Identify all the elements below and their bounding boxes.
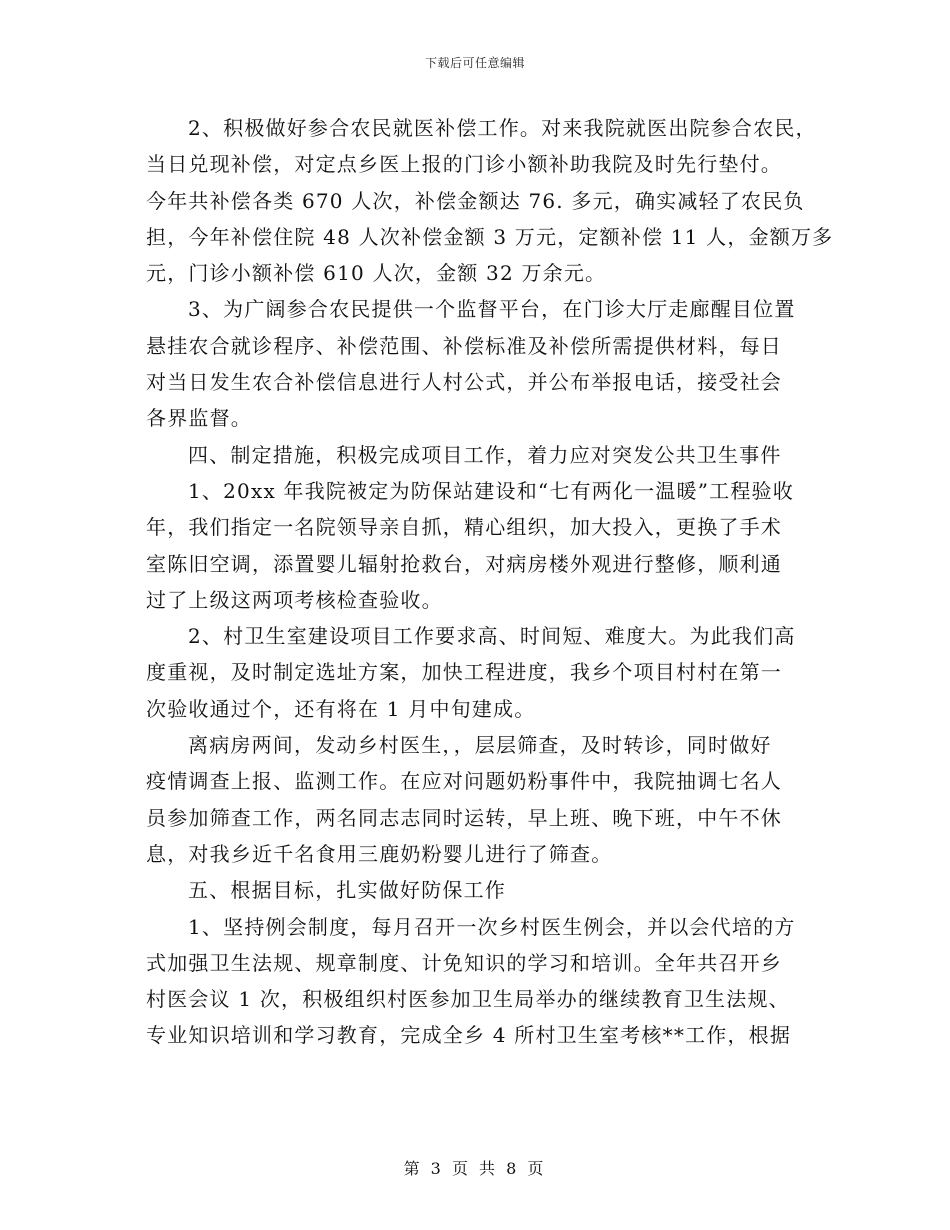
- text-line: 员参加筛查工作，两名同志志同时运转，早上班、晚下班，中午不休: [146, 805, 782, 830]
- text-line: 五、根据目标，扎实做好防保工作: [188, 878, 506, 903]
- text-line: 悬挂农合就诊程序、补偿范围、补偿标准及补偿所需提供材料，每日: [146, 333, 782, 358]
- text-line: 1、20xx 年我院被定为防保站建设和“七有两化一温暖”工程验收: [188, 478, 794, 503]
- text-line: 元，门诊小额补偿 610 人次，金额 32 万余元。: [146, 261, 607, 286]
- text-line: 3、为广阔参合农民提供一个监督平台，在门诊大厅走廊醒目位置: [188, 297, 796, 322]
- text-line: 2、积极做好参合农民就医补偿工作。对来我院就医出院参合农民，: [188, 116, 817, 140]
- page-footer: 第 3 页 共 8 页: [403, 1159, 547, 1178]
- text-line: 今年共补偿各类 670 人次，补偿金额达 76. 多元，确实减轻了农民负: [146, 188, 805, 213]
- text-line: 村医会议 1 次，积极组织村医参加卫生局举办的继续教育卫生法规、: [146, 987, 790, 1012]
- text-line: 年，我们指定一名院领导亲自抓，精心组织，加大投入，更换了手术: [146, 515, 782, 540]
- text-line: 对当日发生农合补偿信息进行人村公式，并公布举报电话，接受社会: [146, 370, 782, 395]
- text-line: 1、坚持例会制度，每月召开一次乡村医生例会，并以会代培的方: [188, 914, 796, 939]
- text-line: 专业知识培训和学习教育，完成全乡 4 所村卫生室考核**工作，根据: [146, 1023, 792, 1048]
- text-line: 室陈旧空调，添置婴儿辐射抢救台，对病房楼外观进行整修，顺利通: [146, 551, 782, 576]
- text-line: 疫情调查上报、监测工作。在应对问题奶粉事件中，我院抽调七名人: [146, 769, 782, 794]
- text-line: 各界监督。: [146, 406, 252, 431]
- text-line: 2、村卫生室建设项目工作要求高、时间短、难度大。为此我们高: [188, 624, 796, 649]
- text-line: 过了上级这两项考核检查验收。: [146, 587, 443, 612]
- document-body: [146, 110, 834, 1054]
- text-line: 式加强卫生法规、规章制度、计免知识的学习和培训。全年共召开乡: [146, 950, 782, 975]
- text-line: 离病房两间，发动乡村医生，，层层筛查，及时转诊，同时做好: [188, 733, 772, 758]
- text-line: 担，今年补偿住院 48 人次补偿金额 3 万元，定额补偿 11 人，金额万多: [146, 224, 834, 249]
- text-line: 度重视，及时制定选址方案，加快工程进度，我乡个项目村村在第一: [146, 660, 782, 685]
- text-line: 次验收通过个，还有将在 1 月中旬建成。: [146, 696, 536, 721]
- text-line: 当日兑现补偿，对定点乡医上报的门诊小额补助我院及时先行垫付。: [146, 152, 782, 177]
- text-line: 四、制定措施，积极完成项目工作，着力应对突发公共卫生事件: [188, 442, 782, 467]
- text-line: 息，对我乡近千名食用三鹿奶粉婴儿进行了筛查。: [146, 841, 613, 866]
- page-header: 下载后可任意编辑: [424, 56, 525, 70]
